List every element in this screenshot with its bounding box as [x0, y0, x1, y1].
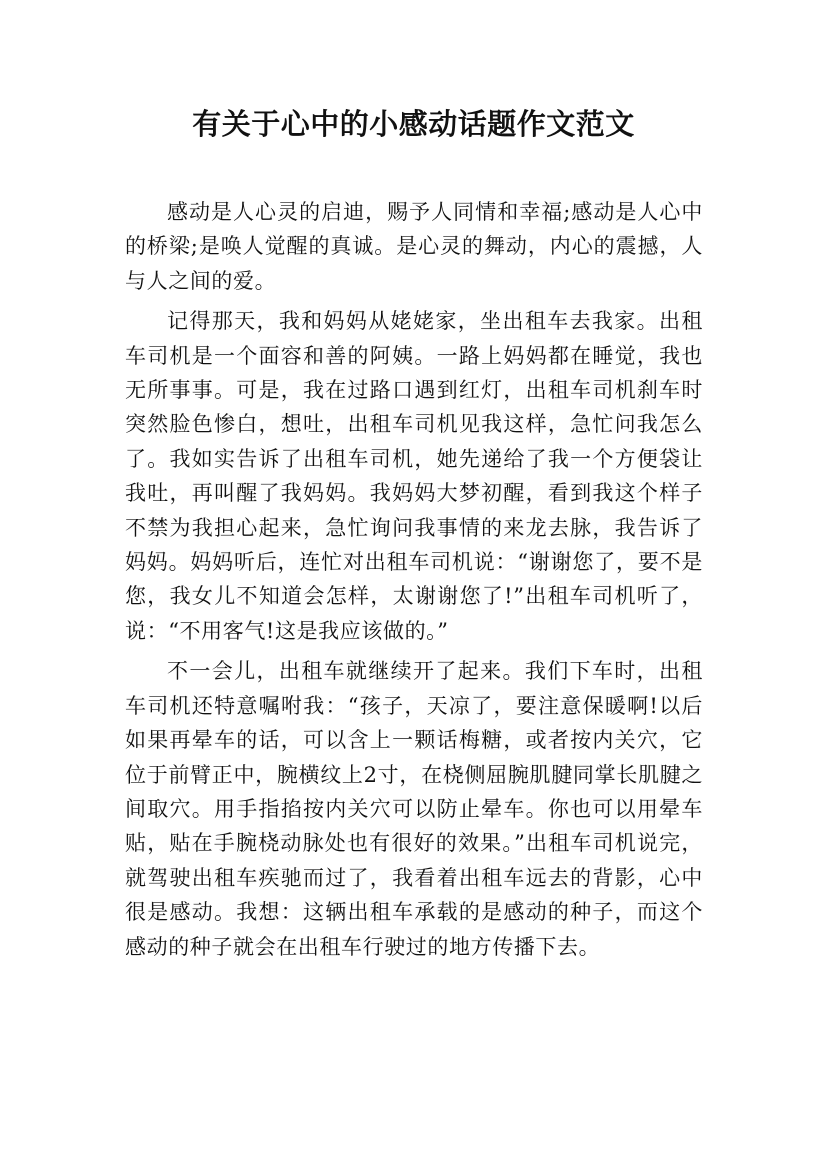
paragraph-driver-advice: 不一会儿，出租车就继续开了起来。我们下车时，出租车司机还特意嘱咐我：“孩子，天凉了，要注意保暖啊!以后如果再晕车的话，可以含上一颗话梅糖，或者按内关穴，它位于前臂正中，腕横纹上2寸，在桡侧屈腕肌腱同掌长肌腱之间取穴。用手指掐按内关穴可以防止晕车。你也可以用晕车贴，贴在手腕桡动脉处也有很好的效果。”出租车司机说完，就驾驶出租车疾驰而过了，我看着出租车远去的背影，心中很是感动。我想：这辆出租车承载的是感动的种子，而这个感动的种子就会在出租车行驶过的地方传播下去。 — [125, 659, 703, 959]
document-body — [125, 195, 703, 970]
document-title: 有关于心中的小感动话题作文范文 — [192, 107, 635, 141]
paragraph-taxi-ride: 记得那天，我和妈妈从姥姥家，坐出租车去我家。出租车司机是一个面容和善的阿姨。一路上妈妈都在睡觉，我也无所事事。可是，我在过路口遇到红灯，出租车司机刹车时突然脸色惨白，想吐，出租车司机见我这样，急忙问我怎么了。我如实告诉了出租车司机，她先递给了我一个方便袋让我吐，再叫醒了我妈妈。我妈妈大梦初醒，看到我这个样子不禁为我担心起来，急忙询问我事情的来龙去脉，我告诉了妈妈。妈妈听后，连忙对出租车司机说：“谢谢您了，要不是您，我女儿不知道会怎样，太谢谢您了!”出租车司机听了，说：“不用客气!这是我应该做的。” — [125, 309, 703, 643]
paragraph-intro: 感动是人心灵的启迪，赐予人同情和幸福;感动是人心中的桥梁;是唤人觉醒的真诚。是心灵的舞动，内心的震撼，人与人之间的爱。 — [125, 200, 703, 293]
